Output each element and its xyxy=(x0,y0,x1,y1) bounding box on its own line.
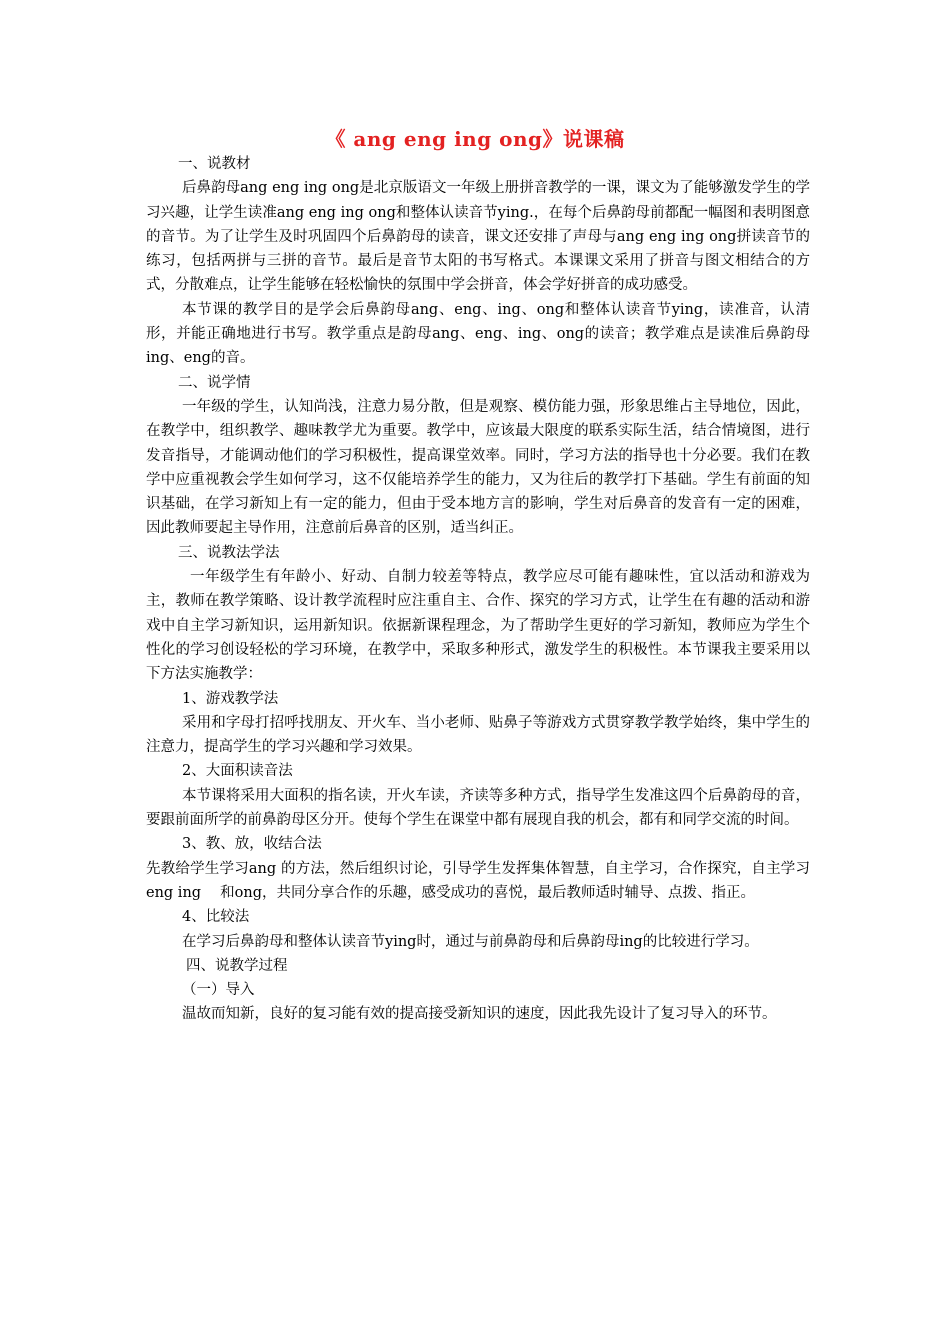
subsection-heading: 3、教、放，收结合法 xyxy=(182,836,322,853)
subsection-heading: 2、大面积读音法 xyxy=(182,763,293,780)
paragraph: 后鼻韵母ang eng ing ong是北京版语文一年级上册拼音教学的一课，课文为了能够激发学生的学习兴趣，让学生读准ang eng ing ong和整体认读音节ying.，在每个后鼻韵母前都配一幅图和表明图意的音节。为了让学生及时巩固四个后鼻韵母的读音，课文还安排了声母与ang eng ing ong拼读音节的练习，包括两拼与三拼的音节。最后是音节太阳的书写格式。本课课文采用了拼音与图文相结合的方式，分散难点，让学生能够在轻松愉快的氛围中学会拼音，体会学好拼音的成功感受。 xyxy=(146,180,810,294)
subsection-heading: 1、游戏教学法 xyxy=(182,690,279,707)
section-heading: 四、说教学过程 xyxy=(186,957,288,974)
paragraph: 本节课的教学目的是学会后鼻韵母ang、eng、ing、ong和整体认读音节ying，读准音，认清形，并能正确地进行书写。教学重点是韵母ang、eng、ing、ong的读音；教学难点是读准后鼻韵母ing、eng的音。 xyxy=(146,301,810,367)
paragraph: 一年级的学生，认知尚浅，注意力易分散，但是观察、模仿能力强，形象思维占主导地位，因此，在教学中，组织教学、趣味教学尤为重要。教学中，应该最大限度的联系实际生活，结合情境图，进行发音指导，才能调动他们的学习积极性，提高课堂效率。同时，学习方法的指导也十分必要。我们在教学中应重视教会学生如何学习，这不仅能培养学生的能力，又为往后的教学打下基础。学生有前面的知识基础，在学习新知上有一定的能力，但由于受本地方言的影响，学生对后鼻音的发音有一定的困难，因此教师要起主导作用，注意前后鼻音的区别，适当纠正。 xyxy=(146,398,810,537)
section-heading: 一、说教材 xyxy=(178,156,251,172)
subsection-heading: （一）导入 xyxy=(182,982,255,999)
section-heading: 三、说教法学法 xyxy=(178,544,280,561)
paragraph: 本节课将采用大面积的指名读，开火车读，齐读等多种方式，指导学生发准这四个后鼻韵母的音，要跟前面所学的前鼻韵母区分开。使每个学生在课堂中都有展现自我的机会，都有和同学交流的时间。 xyxy=(146,787,810,829)
paragraph: 先教给学生学习ang 的方法，然后组织讨论，引导学生发挥集体智慧，自主学习，合作探究，自主学习eng ing 和ong，共同分享合作的乐趣，感受成功的喜悦，最后教师适时辅导、点拨、指正。 xyxy=(146,860,810,901)
paragraph: 在学习后鼻韵母和整体认读音节ying时，通过与前鼻韵母和后鼻韵母ing的比较进行学习。 xyxy=(182,933,759,950)
document-title: 《 ang eng ing ong》说课稿 xyxy=(325,127,625,151)
section-heading: 二、说学情 xyxy=(178,374,251,391)
subsection-heading: 4、比较法 xyxy=(182,909,250,926)
paragraph: 采用和字母打招呼找朋友、开火车、当小老师、贴鼻子等游戏方式贯穿教学教学始终，集中学生的注意力，提高学生的学习兴趣和学习效果。 xyxy=(146,714,810,756)
paragraph: 温故而知新，良好的复习能有效的提高接受新知识的速度，因此我先设计了复习导入的环节。 xyxy=(182,1006,777,1023)
paragraph: 一年级学生有年龄小、好动、自制力较差等特点，教学应尽可能有趣味性，宜以活动和游戏为主，教师在教学策略、设计教学流程时应注重自主、合作、探究的学习方式，让学生在有趣的活动和游戏中自主学习新知识，运用新知识。依据新课程理念，为了帮助学生更好的学习新知，教师应为学生个性化的学习创设轻松的学习环境，在教学中，采取多种形式，激发学生的积极性。本节课我主要采用以下方法实施教学： xyxy=(146,569,810,683)
document-body xyxy=(146,152,810,1027)
